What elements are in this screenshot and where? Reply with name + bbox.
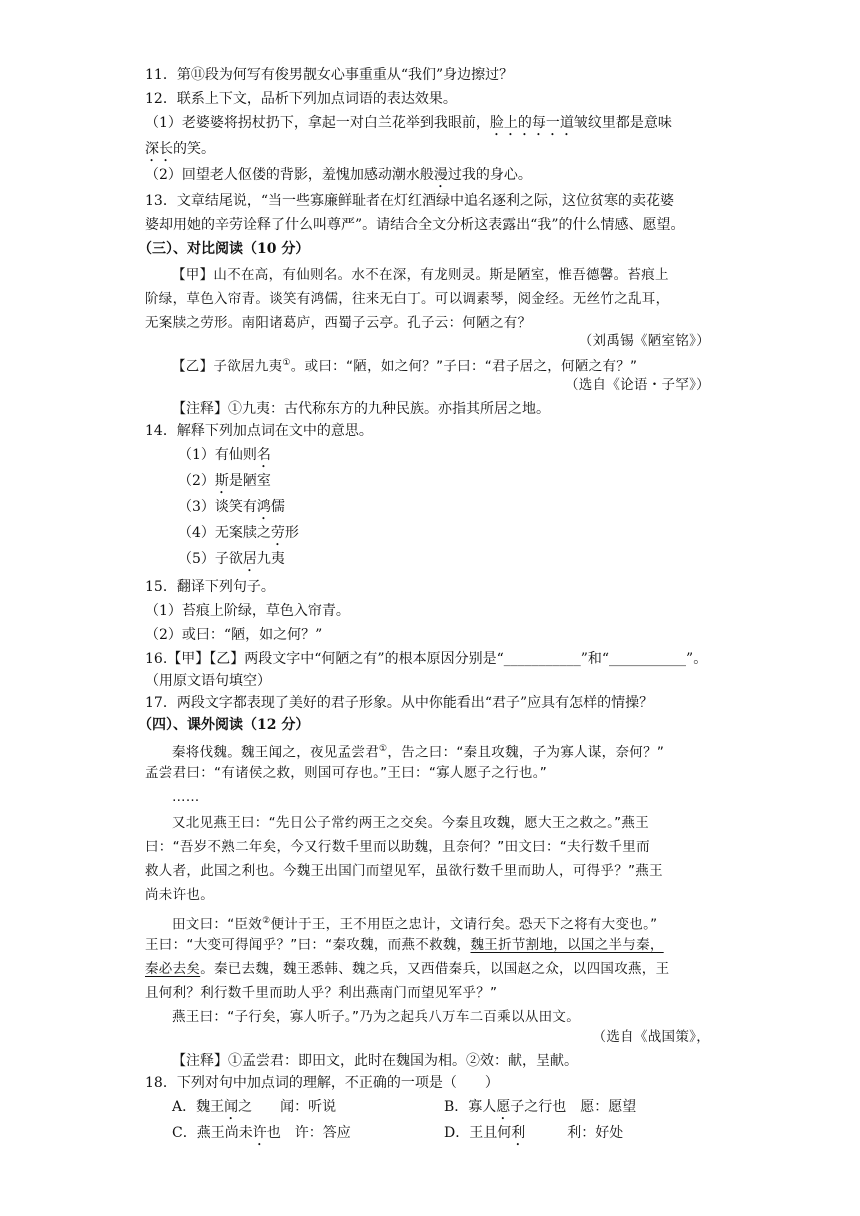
question-12: 12．联系上下文，品析下列加点词语的表达效果。 bbox=[145, 91, 457, 107]
passage-jia-line3: 无案牍之劳形。南阳诸葛庐，西蜀子云亭。孔子云：何陋之有？ bbox=[145, 315, 532, 331]
passage-4-p3-line1: 田文曰：“臣效②便计于王，王不用臣之忠计，文请行矣。恐天下之将有大变也。” bbox=[172, 916, 658, 933]
passage-jia-line1: 【甲】山不在高，有仙则名。水不在深，有龙则灵。斯是陋室，惟吾德馨。苔痕上 bbox=[172, 267, 669, 283]
question-15: 15．翻译下列句子。 bbox=[145, 579, 275, 595]
question-14-item1: （1）有仙则名 bbox=[178, 447, 271, 463]
option-b: B．寡人愿子之行也 愿：愿望 bbox=[444, 1099, 637, 1115]
question-14-item2: （2）斯是陋室 bbox=[178, 473, 271, 489]
question-15-item2: （2）或曰：“陋，如之何？” bbox=[145, 627, 323, 643]
section-3-note: 【注释】①九夷：古代称东方的九种民族。亦指其所居之地。 bbox=[172, 401, 550, 417]
passage-4-source: （选自《战国策》， bbox=[592, 1029, 710, 1045]
question-18: 18．下列对句中加点词的理解，不正确的一项是（ ） bbox=[145, 1075, 499, 1091]
passage-yi-source: （选自《论语・子罕》） bbox=[564, 377, 710, 393]
passage-jia-line2: 阶绿，草色入帘青。谈笑有鸿儒，往来无白丁。可以调素琴，阅金经。无丝竹之乱耳， bbox=[145, 291, 670, 307]
passage-4-p1-line1: 秦将伐魏。魏王闻之，夜见孟尝君①，告之曰：“秦且攻魏，子为寡人谋，奈何？” bbox=[172, 744, 665, 761]
passage-4-p3-line3: 秦必去矣。秦已去魏，魏王悉韩、魏之兵，又西借秦兵，以国赵之众，以四国攻燕，王 bbox=[145, 961, 670, 977]
passage-4-p2-line4: 尚未许也。 bbox=[145, 887, 214, 903]
passage-4-p2-line1: 又北见燕王曰：“先日公子常约两王之交矣。今秦且攻魏，愿大王之救之。”燕王 bbox=[172, 815, 650, 831]
question-14-item3: （3）谈笑有鸿儒 bbox=[178, 499, 285, 515]
question-16-line1: 16.【甲】【乙】两段文字中“何陋之有”的根本原因分别是“___________”和“___________”。 bbox=[145, 651, 708, 667]
question-11: 11．第⑪段为何写有俊男靓女心事重重从“我们”身边擦过？ bbox=[145, 67, 514, 83]
passage-4-ellipsis: …… bbox=[172, 789, 200, 805]
passage-yi: 【乙】子欲居九夷①。或曰：“陋，如之何？”子曰：“君子居之，何陋之有？” bbox=[172, 358, 638, 375]
question-14-item4: （4）无案牍之劳形 bbox=[178, 525, 299, 541]
question-13-line2: 婆却用她的辛劳诠释了什么叫尊严”。请结合全文分析这表露出“我”的什么情感、愿望。 bbox=[145, 217, 685, 233]
passage-4-p2-line2: 曰：“吾岁不熟二年矣，今又行数千里而以助魏，且奈何？”田文曰：“夫行数千里而 bbox=[145, 839, 650, 855]
question-12-part1-line2: 深长的笑。 bbox=[145, 141, 215, 157]
option-a: A．魏王闻之 闻：听说 bbox=[172, 1099, 337, 1115]
passage-4-p1-line2: 孟尝君曰：“有诸侯之救，则国可存也。”王曰：“寡人愿子之行也。” bbox=[145, 765, 548, 781]
question-12-part1-line1: （1）老婆婆将拐杖扔下，拿起一对白兰花举到我眼前，脸上的每一道皱纹里都是意味 bbox=[145, 115, 672, 131]
option-d: D．王且何利 利：好处 bbox=[444, 1125, 624, 1141]
passage-jia-source: （刘禹锡《陋室铭》） bbox=[578, 333, 710, 349]
question-13-line1: 13．文章结尾说，“当一些寡廉鲜耻者在灯红酒绿中追名逐利之际，这位贫寒的卖花婆 bbox=[145, 193, 674, 209]
underlined-sentence-end: 秦必去矣 bbox=[145, 961, 201, 977]
section-4-heading: （四）、课外阅读（12 分） bbox=[138, 717, 310, 733]
passage-4-p3-line2: 王曰：“大变可得闻乎？”曰：“秦攻魏，而燕不救魏，魏王折节割地，以国之半与秦， bbox=[145, 937, 664, 953]
passage-4-p4: 燕王曰：“子行矣，寡人听子。”乃为之起兵八万车二百乘以从田文。 bbox=[172, 1009, 581, 1025]
question-16-line2: （用原文语句填空） bbox=[145, 673, 271, 689]
question-12-part2: （2）回望老人伛偻的背影，羞愧加感动潮水般漫过我的身心。 bbox=[145, 167, 532, 183]
question-15-item1: （1）苔痕上阶绿，草色入帘青。 bbox=[145, 603, 350, 619]
underlined-sentence: 魏王折节割地，以国之半与秦， bbox=[470, 937, 664, 953]
section-4-note: 【注释】①孟尝君：即田文，此时在魏国为相。②效：献，呈献。 bbox=[172, 1053, 578, 1069]
option-c: C．燕王尚未许也 许：答应 bbox=[172, 1125, 351, 1141]
question-14: 14．解释下列加点词在文中的意思。 bbox=[145, 423, 373, 439]
question-14-item5: （5）子欲居九夷 bbox=[178, 551, 285, 567]
question-17: 17．两段文字都表现了美好的君子形象。从中你能看出“君子”应具有怎样的情操？ bbox=[145, 695, 654, 711]
section-3-heading: （三）、对比阅读（10 分） bbox=[138, 241, 310, 257]
passage-4-p2-line3: 救人者，此国之利也。今魏王出国门而望见军，虽欲行数千里而助人，可得乎？”燕王 bbox=[145, 863, 663, 879]
passage-4-p3-line4: 且何利？利行数千里而助人乎？利出燕南门而望见军乎？” bbox=[145, 985, 498, 1001]
